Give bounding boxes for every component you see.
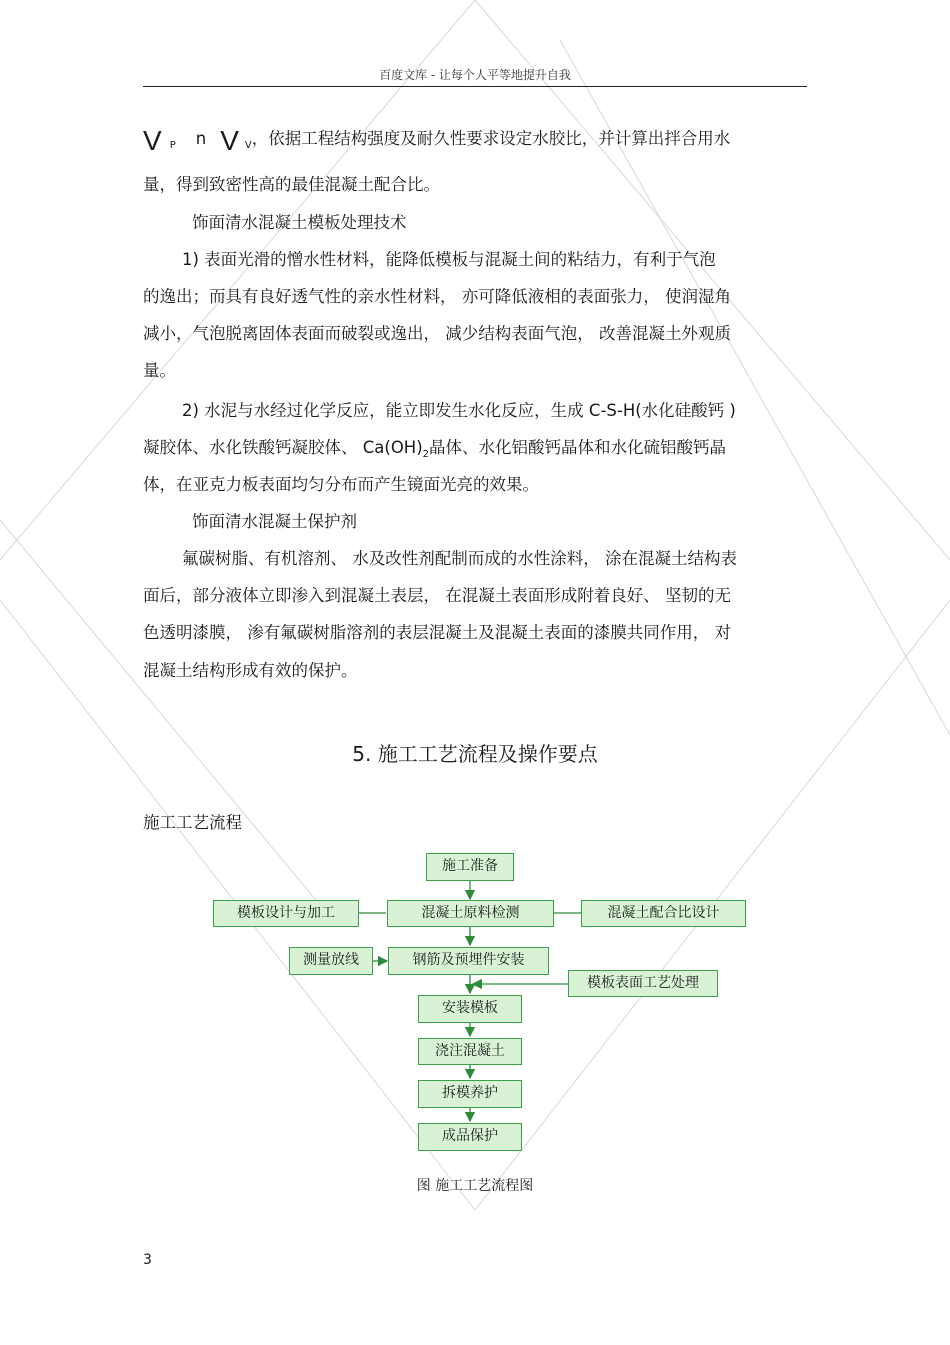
flow-box-survey: 测量放线 (289, 947, 373, 975)
page-number: 3 (143, 1252, 152, 1268)
header-divider (143, 86, 807, 87)
formula-sub-v: V (244, 140, 252, 151)
formula-line (143, 125, 731, 157)
text-run: 晶体、水化铝酸钙晶体和水化硫铝酸钙晶 (429, 438, 727, 457)
page-header: 百度文库 - 让每个人平等地提升自我 (379, 68, 571, 82)
paragraph-line: ，依据工程结构强度及耐久性要求设定水胶比，并计算出拌合用水 (251, 129, 731, 148)
flow-box-surface-treatment: 模板表面工艺处理 (568, 970, 718, 997)
section-title: 5. 施工工艺流程及操作要点 (352, 742, 598, 766)
paragraph-line: 减小，气泡脱离固体表面而破裂或逸出， 减少结构表面气泡， 改善混凝土外观质 (143, 324, 731, 343)
subheading: 饰面清水混凝土模板处理技术 (192, 213, 407, 232)
paragraph-line: 量。 (143, 361, 176, 380)
flow-box-mix-design: 混凝土配合比设计 (581, 900, 746, 927)
subheading: 饰面清水混凝土保护剂 (192, 512, 357, 531)
flow-box-install-formwork: 安装模板 (418, 995, 522, 1023)
flow-box-pour: 浇注混凝土 (418, 1038, 522, 1065)
text-run: 凝胶体、水化铁酸钙凝胶体、 Ca(OH) (143, 438, 423, 457)
flow-box-demold-cure: 拆模养护 (418, 1080, 522, 1108)
figure-caption: 图 施工工艺流程图 (416, 1178, 534, 1194)
flow-box-prep: 施工准备 (426, 853, 514, 881)
formula-sub-p: P (169, 140, 176, 151)
paragraph-line: 体，在亚克力板表面均匀分布而产生镜面光亮的效果。 (143, 475, 539, 494)
paragraph-line: 1) 表面光滑的憎水性材料，能降低模板与混凝土间的粘结力，有利于气泡 (182, 250, 716, 269)
flow-box-raw-test: 混凝土原料检测 (387, 900, 554, 927)
flow-box-design: 模板设计与加工 (213, 900, 359, 927)
paragraph-line: 2) 水泥与水经过化学反应，能立即发生水化反应，生成 C-S-H(水化硅酸钙 ) (182, 401, 736, 420)
section-subtitle: 施工工艺流程 (143, 813, 242, 832)
paragraph-line: 混凝土结构形成有效的保护。 (143, 661, 358, 680)
flow-box-rebar: 钢筋及预埋件安装 (388, 947, 549, 975)
paragraph-line: 量，得到致密性高的最佳混凝土配合比。 (143, 175, 440, 194)
paragraph-line: 面后，部分液体立即渗入到混凝土表层， 在混凝土表面形成附着良好、 坚韧的无 (143, 586, 731, 605)
flow-box-protect: 成品保护 (418, 1123, 522, 1151)
paragraph-line: 氟碳树脂、有机溶剂、 水及改性剂配制而成的水性涂料， 涂在混凝土结构表 (182, 549, 737, 568)
paragraph-line: 色透明漆膜， 渗有氟碳树脂溶剂的表层混凝土及混凝土表面的漆膜共同作用， 对 (143, 623, 731, 642)
formula-v2: V (220, 125, 239, 156)
formula-v1: V (143, 125, 162, 156)
paragraph-line: 的逸出；而具有良好透气性的亲水性材料， 亦可降低液相的表面张力， 使润湿角 (143, 287, 731, 306)
subscript-2: 2 (422, 449, 430, 460)
paragraph-line (143, 437, 726, 466)
formula-n: n (195, 129, 207, 148)
